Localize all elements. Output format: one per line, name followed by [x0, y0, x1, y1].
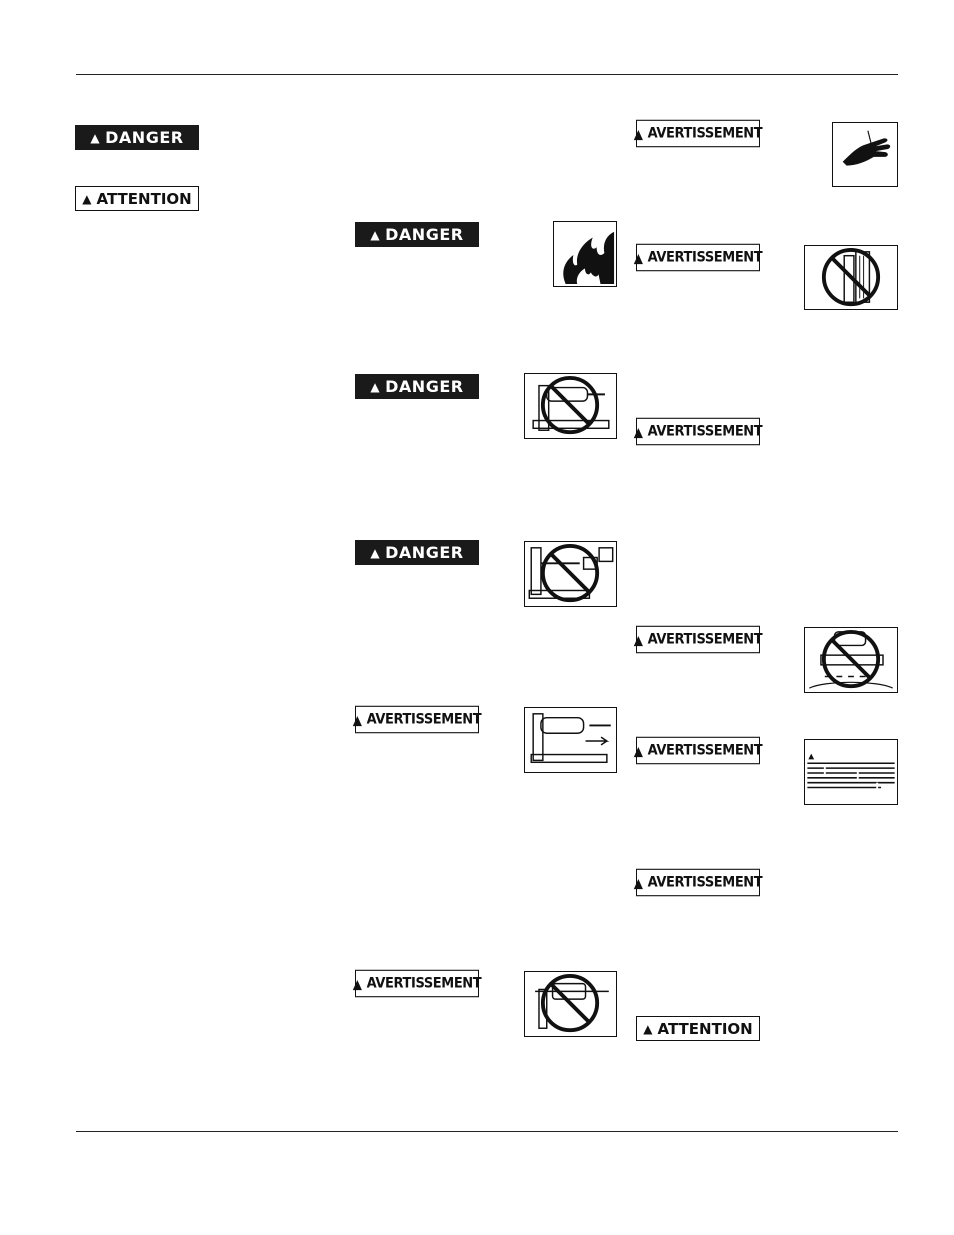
warning-triangle-icon: ▲ [633, 742, 643, 759]
avertissement-badge [633, 244, 763, 272]
attention-badge [636, 1016, 760, 1041]
warning-label-icon [804, 739, 898, 805]
avertissement-label: AVERTISSEMENT [647, 874, 763, 891]
warning-triangle-icon: ▲ [82, 191, 92, 206]
avertissement-label: AVERTISSEMENT [647, 125, 763, 142]
warning-triangle-icon: ▲ [633, 423, 643, 440]
avertissement-label: AVERTISSEMENT [647, 742, 763, 759]
avertissement-label: AVERTISSEMENT [647, 631, 763, 648]
prohibition-icon [524, 541, 617, 607]
prohibition-icon [804, 245, 898, 310]
avertissement-badge [633, 626, 763, 654]
warning-triangle-icon: ▲ [370, 227, 381, 242]
warning-triangle-icon: ▲ [633, 249, 643, 266]
air-hose-disconnect-icon [524, 707, 617, 773]
avertissement-label: AVERTISSEMENT [647, 249, 763, 266]
warning-triangle-icon: ▲ [633, 125, 643, 142]
top-rule [76, 74, 898, 75]
warning-triangle-icon: ▲ [370, 545, 381, 560]
avertissement-label: AVERTISSEMENT [366, 975, 482, 992]
warning-triangle-icon: ▲ [643, 1021, 653, 1036]
danger-badge [355, 540, 479, 565]
danger-label: DANGER [385, 543, 464, 562]
attention-badge [75, 186, 199, 211]
bottom-rule [76, 1131, 898, 1132]
avertissement-badge [633, 869, 763, 897]
warning-triangle-icon: ▲ [633, 631, 643, 648]
avertissement-badge [633, 120, 763, 148]
flame-icon [553, 221, 617, 287]
warning-triangle-icon: ▲ [90, 130, 101, 145]
danger-badge [355, 222, 479, 247]
danger-label: DANGER [105, 128, 184, 147]
danger-label: DANGER [385, 225, 464, 244]
danger-badge [75, 125, 199, 150]
warning-triangle-icon: ▲ [352, 711, 362, 728]
warning-triangle-icon: ▲ [370, 379, 381, 394]
attention-label: ATTENTION [96, 189, 192, 208]
warning-triangle-icon: ▲ [352, 975, 362, 992]
attention-label: ATTENTION [657, 1019, 753, 1038]
avertissement-badge [633, 737, 763, 765]
avertissement-badge [352, 970, 482, 998]
avertissement-label: AVERTISSEMENT [647, 423, 763, 440]
avertissement-badge [633, 418, 763, 446]
danger-badge [355, 374, 479, 399]
prohibition-icon [524, 971, 617, 1037]
prohibition-icon [804, 627, 898, 693]
avertissement-badge [352, 706, 482, 734]
warning-triangle-icon: ▲ [633, 874, 643, 891]
danger-label: DANGER [385, 377, 464, 396]
prohibition-icon [524, 373, 617, 439]
hand-icon [832, 122, 898, 187]
avertissement-label: AVERTISSEMENT [366, 711, 482, 728]
